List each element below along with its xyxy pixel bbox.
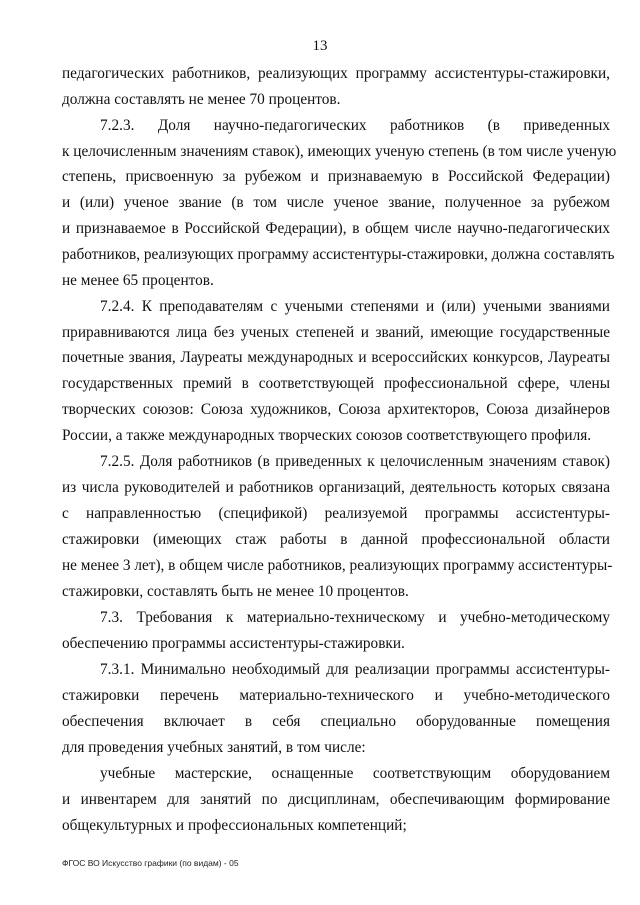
- text-line: из числа руководителей и работников организаций, деятельность которых связана: [62, 479, 610, 496]
- text-line: не менее 65 процентов.: [62, 272, 214, 289]
- text-line: творческих союзов: Союза художников, Союза архитекторов, Союза дизайнеров: [62, 401, 610, 418]
- text-line: педагогических работников, реализующих программу ассистентуры-стажировки,: [62, 65, 610, 82]
- paragraph-start: 7.2.3. Доля научно-педагогических работников (в приведенных: [100, 117, 610, 134]
- text-line: стажировки перечень материально-технического и учебно-методического: [62, 687, 610, 704]
- text-line: России, а также международных творческих союзов соответствующего профиля.: [62, 427, 592, 444]
- text-line: к целочисленным значениям ставок), имеющих ученую степень (в том числе ученую: [62, 143, 617, 160]
- text-line: и признаваемое в Российской Федерации), в общем числе научно-педагогических: [62, 220, 610, 237]
- page-number: 13: [312, 38, 328, 54]
- paragraph-start: 7.3. Требования к материально-техническому и учебно-методическому: [100, 609, 610, 626]
- text-line: не менее 3 лет), в общем числе работников, реализующих программу ассистентуры-: [62, 557, 613, 574]
- text-line: почетные звания, Лауреаты международных и всероссийских конкурсов, Лауреаты: [62, 349, 610, 366]
- text-line: обеспечению программы ассистентуры-стажировки.: [62, 635, 405, 652]
- text-line: общекультурных и профессиональных компетенций;: [62, 817, 407, 834]
- paragraph-start: 7.2.5. Доля работников (в приведенных к целочисленным значениям ставок): [100, 453, 610, 470]
- paragraph-start: учебные мастерские, оснащенные соответствующим оборудованием: [100, 765, 610, 782]
- text-line: государственных премий в соответствующей профессиональной сфере, члены: [62, 375, 610, 392]
- text-line: приравниваются лица без ученых степеней и званий, имеющие государственные: [62, 324, 610, 341]
- text-line: стажировки (имеющих стаж работы в данной профессиональной области: [62, 531, 610, 548]
- text-line: и (или) ученое звание (в том числе ученое звание, полученное за рубежом: [62, 194, 610, 211]
- text-line: работников, реализующих программу ассистентуры-стажировки, должна составлять: [62, 246, 615, 263]
- document-footer: ФГОС ВО Искусство графики (по видам) - 05: [62, 858, 239, 868]
- text-line: обеспечения включает в себя специально оборудованные помещения: [62, 713, 610, 730]
- paragraph-start: 7.3.1. Минимально необходимый для реализации программы ассистентуры-: [100, 661, 610, 678]
- text-line: для проведения учебных занятий, в том числе:: [62, 739, 366, 756]
- text-line: стажировки, составлять быть не менее 10 процентов.: [62, 583, 409, 600]
- text-line: степень, присвоенную за рубежом и признаваемую в Российской Федерации): [62, 168, 610, 185]
- paragraph-start: 7.2.4. К преподавателям с учеными степенями и (или) учеными званиями: [100, 298, 610, 315]
- text-line: с направленностью (спецификой) реализуемой программы ассистентуры-: [62, 505, 610, 522]
- text-line: должна составлять не менее 70 процентов.: [62, 91, 341, 108]
- text-line: и инвентарем для занятий по дисциплинам, обеспечивающим формирование: [62, 791, 610, 808]
